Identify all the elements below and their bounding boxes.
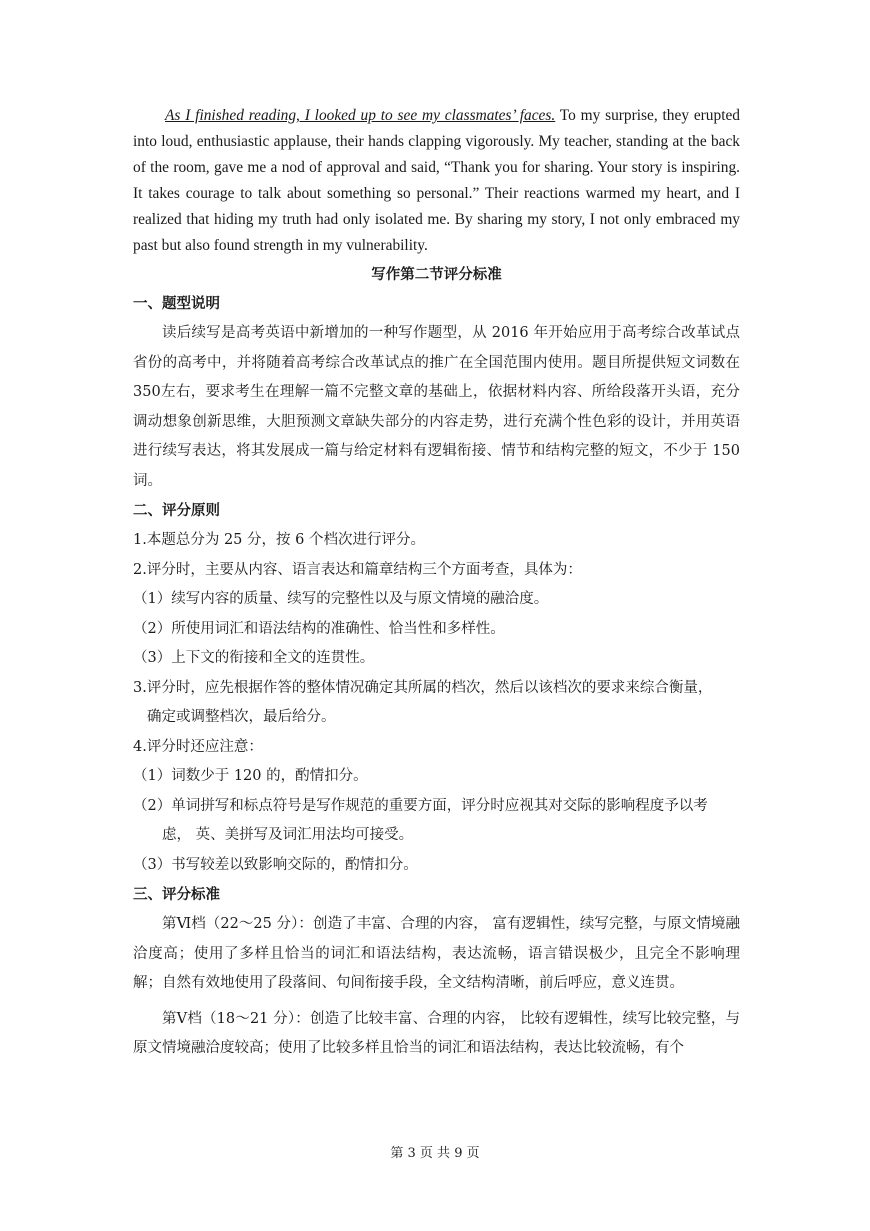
page-content — [133, 103, 740, 1064]
principle-item-3-line2: 确定或调整档次，最后给分。 — [147, 709, 336, 725]
grade-6-description: 第Ⅵ档（22～25 分）：创造了丰富、合理的内容， 富有逻辑性，续写完整，与原文情境融洽度高；使用了多样且恰当的词汇和语法结构，表达流畅，语言错误极少，且完全不影响理解；自然有效地使用了段落间、句间衔接手段，全文结构清晰，前后呼应，意义连贯。 — [133, 916, 740, 991]
grade-5-description: 第Ⅴ档（18～21 分）：创造了比较丰富、合理的内容， 比较有逻辑性，续写比较完整，与原文情境融洽度较高；使用了比较多样且恰当的词汇和语法结构，表达比较流畅，有个 — [133, 1010, 740, 1056]
note-sub-item-2 — [133, 792, 740, 851]
principle-item: 2.评分时，主要从内容、语言表达和篇章结构三个方面考查，具体为： — [133, 561, 582, 578]
page-title: 写作第二节评分标准 — [371, 266, 502, 283]
essay-underlined-sentence: As I finished reading, I looked up to see my classmates’ faces. — [165, 107, 556, 124]
principle-sub-item: （1）续写内容的质量、续写的完整性以及与原文情境的融洽度。 — [133, 591, 549, 607]
principle-item-4: 4.评分时还应注意： — [133, 738, 263, 755]
essay-paragraph — [133, 103, 740, 259]
note-sub-item-2-line2: 虑， 英、美拼写及词汇用法均可接受。 — [162, 827, 414, 843]
section-heading-type: 一、题型说明 — [133, 295, 220, 312]
principle-item-3-line1: 3.评分时，应先根据作答的整体情况确定其所属的档次，然后以该档次的要求来综合衡量， — [133, 679, 713, 696]
note-sub-item: （1）词数少于 120 的，酌情扣分。 — [133, 768, 368, 784]
note-sub-item-2-line1: （2）单词拼写和标点符号是写作规范的重要方面，评分时应视其对交际的影响程度予以考 — [133, 797, 708, 814]
section-body-type: 读后续写是高考英语中新增加的一种写作题型，从 2016 年开始应用于高考综合改革试点省份的高考中，并将随着高考综合改革试点的推广在全国范围内使用。题目所提供短文词数在350左右，要求考生在理解一篇不完整文章的基础上，依据材料内容、所给段落开头语，充分调动想象创新思维，大胆预测文章缺失部分的内容走势，进行充满个性色彩的设计，并用英语进行续写表达，将其发展成一篇与给定材料有逻辑衔接、情节和结构完整的短文，不少于 150 词。 — [133, 325, 740, 489]
essay-rest: To my surprise, they erupted into loud, enthusiastic applause, their hands clapping vigorously. My teacher, standing at the back of the room, gave me a nod of approval and said, “Thank you for sharing. Your story is inspiring. It takes courage to talk about something so personal.” Their reactions warmed my heart, and I realized that hiding my truth had only isolated me. By sharing my story, I not only embraced my past but also found strength in my vulnerability. — [133, 107, 740, 254]
section-heading-standards: 三、评分标准 — [133, 886, 220, 903]
note-sub-item: （3）书写较差以致影响交际的，酌情扣分。 — [133, 856, 418, 873]
section-heading-principles: 二、评分原则 — [133, 502, 220, 519]
principle-item: 1.本题总分为 25 分，按 6 个档次进行评分。 — [133, 532, 425, 548]
principle-sub-item: （2）所使用词汇和语法结构的准确性、恰当性和多样性。 — [133, 620, 505, 637]
principle-sub-item: （3）上下文的衔接和全文的连贯性。 — [133, 650, 375, 666]
page-footer: 第 3 页 共 9 页 — [390, 1146, 480, 1161]
principle-item-3 — [133, 674, 740, 733]
